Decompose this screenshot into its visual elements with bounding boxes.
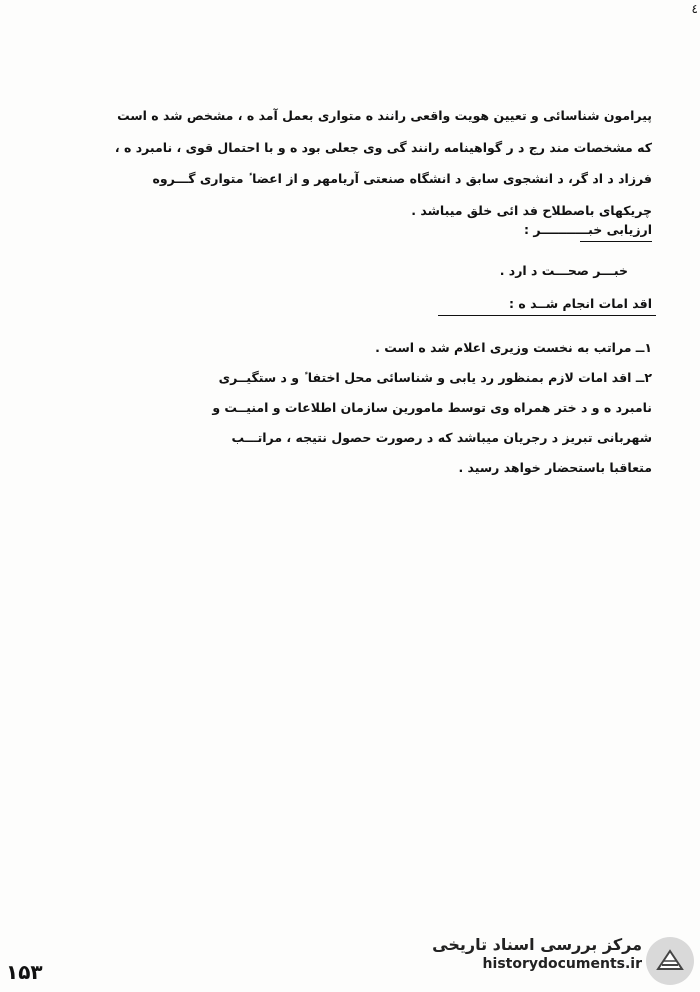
- paragraph-line: چریکهای باصطلاح فد ائی خلق میباشد .: [411, 202, 652, 218]
- action-line: ۱ــ مراتب به نخست وزیری اعلام شد ه است .: [375, 340, 652, 355]
- actions-list: [82, 333, 652, 483]
- stamp-title: مرکز بررسی اسناد تاریخی: [432, 935, 642, 954]
- paragraph-line: که مشخصات مند رج د ر گواهینامه رانند گی وی جعلی بود ه و با احتمال قوی ، نامبرد ه ،: [114, 139, 652, 155]
- paragraph-line: فرزاد د اد گر، د انشجوی سابق د انشگاه صنعتی آریامهر و از اعضا ٔ متواری گـــروه: [152, 171, 652, 186]
- paragraph-line: پیرامون شناسائی و تعیین هویت واقعی رانند ه متواری بعمل آمد ه ، مشخص شد ه است: [117, 108, 652, 123]
- page-number: ۱۵۳: [6, 960, 43, 984]
- action-line: نامبرد ه و د ختر همراه وی توسط مامورین سازمان اطلاعات و امنیــت و: [212, 400, 652, 415]
- heading-underline: [580, 241, 652, 242]
- archive-stamp: [418, 935, 700, 987]
- corner-mark: ٤: [691, 2, 698, 16]
- document-center-logo-icon: [644, 935, 696, 987]
- evaluation-heading: ارزیابی خبـــــــــــر :: [524, 222, 652, 242]
- evaluation-text: خبـــر صحـــت د ارد .: [499, 263, 628, 278]
- actions-heading: اقد امات انجام شــد ه :: [438, 296, 652, 316]
- report-paragraph: [82, 100, 652, 226]
- heading-underline: [438, 315, 656, 316]
- stamp-site: historydocuments.ir: [482, 956, 642, 972]
- action-line: شهربانی تبریز د رجریان میباشد که د رصورت حصول نتیجه ، مراتـــب: [231, 430, 652, 445]
- action-line: ۲ــ اقد امات لازم بمنظور رد یابی و شناسائی محل اختفا ٔ و د ستگیــری: [218, 370, 652, 385]
- action-line: متعاقبا باستحضار خواهد رسید .: [458, 460, 652, 475]
